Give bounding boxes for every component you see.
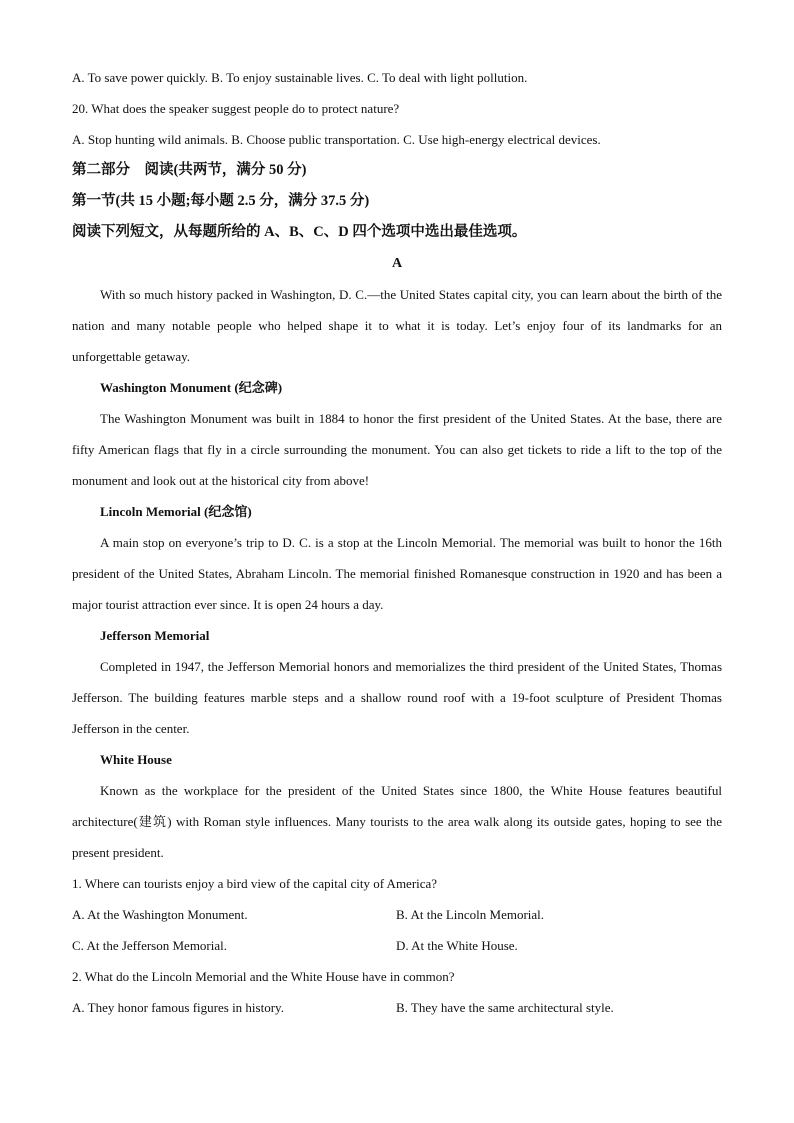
question-2-stem: 2. What do the Lincoln Memorial and the White House have in common? [72,969,455,984]
question-1-options-row-1 [72,899,722,930]
passage-label: A [391,256,403,271]
section-body-jefferson: Completed in 1947, the Jefferson Memorial honors and memorializes the third president of the United States, Thomas Jefferson. The building features marble steps and a shallow round roof with a 19-foot sculpture of President Thomas Jefferson in the center. [72,659,722,736]
question-2-options-row-1 [72,992,722,1023]
section-body-lincoln: A main stop on everyone’s trip to D. C. is a stop at the Lincoln Memorial. The memorial was built to honor the 16th president of the United States, Abraham Lincoln. The memorial finished Romanesque construction in 1920 and has been a major tourist attraction ever since. It is open 24 hours a day. [72,535,722,612]
section-heading-lincoln: Lincoln Memorial (纪念馆) [100,504,252,519]
section-body-washington: The Washington Monument was built in 1884 to honor the first president of the United States. At the base, there are fifty American flags that fly in a circle surrounding the monument. You can also get tickets to ride a lift to the top of the monument and look out at the historical city from above! [72,411,722,488]
q20-options: A. Stop hunting wild animals. B. Choose public transportation. C. Use high-energy electrical devices. [72,132,601,147]
question-1-option-d: D. At the White House. [396,938,518,953]
passage-intro: With so much history packed in Washington, D. C.—the United States capital city, you can learn about the birth of the nation and many notable people who helped shape it to what it is today. Let’s enjoy four of its landmarks for an unforgettable getaway. [72,287,722,364]
question-2-option-a: A. They honor famous figures in history. [72,1000,284,1015]
question-1-stem: 1. Where can tourists enjoy a bird view of the capital city of America? [72,876,438,891]
q20-question: 20. What does the speaker suggest people do to protect nature? [72,101,400,116]
q19-options: A. To save power quickly. B. To enjoy sustainable lives. C. To deal with light pollution. [72,70,528,85]
section-body-white-house: Known as the workplace for the president of the United States since 1800, the White House features beautiful architecture(建筑) with Roman style influences. Many tourists to the area walk along its outside gates, hoping to see the present president. [72,783,722,860]
exam-page [72,62,722,1023]
section-heading-white-house: White House [100,752,172,767]
question-1-option-c: C. At the Jefferson Memorial. [72,938,228,953]
question-1-option-a: A. At the Washington Monument. [72,907,248,922]
part2-title: 第二部分 阅读(共两节，满分 50 分) [72,162,307,178]
question-1-option-b: B. At the Lincoln Memorial. [396,907,545,922]
section-heading-jefferson: Jefferson Memorial [100,628,210,643]
section1-title: 第一节(共 15 小题;每小题 2.5 分，满分 37.5 分) [72,193,370,209]
reading-instruction: 阅读下列短文，从每题所给的 A、B、C、D 四个选项中选出最佳选项。 [72,224,527,240]
section-heading-washington: Washington Monument (纪念碑) [100,380,283,395]
question-1-options-row-2 [72,930,722,961]
question-2-option-b: B. They have the same architectural style. [396,1000,614,1015]
